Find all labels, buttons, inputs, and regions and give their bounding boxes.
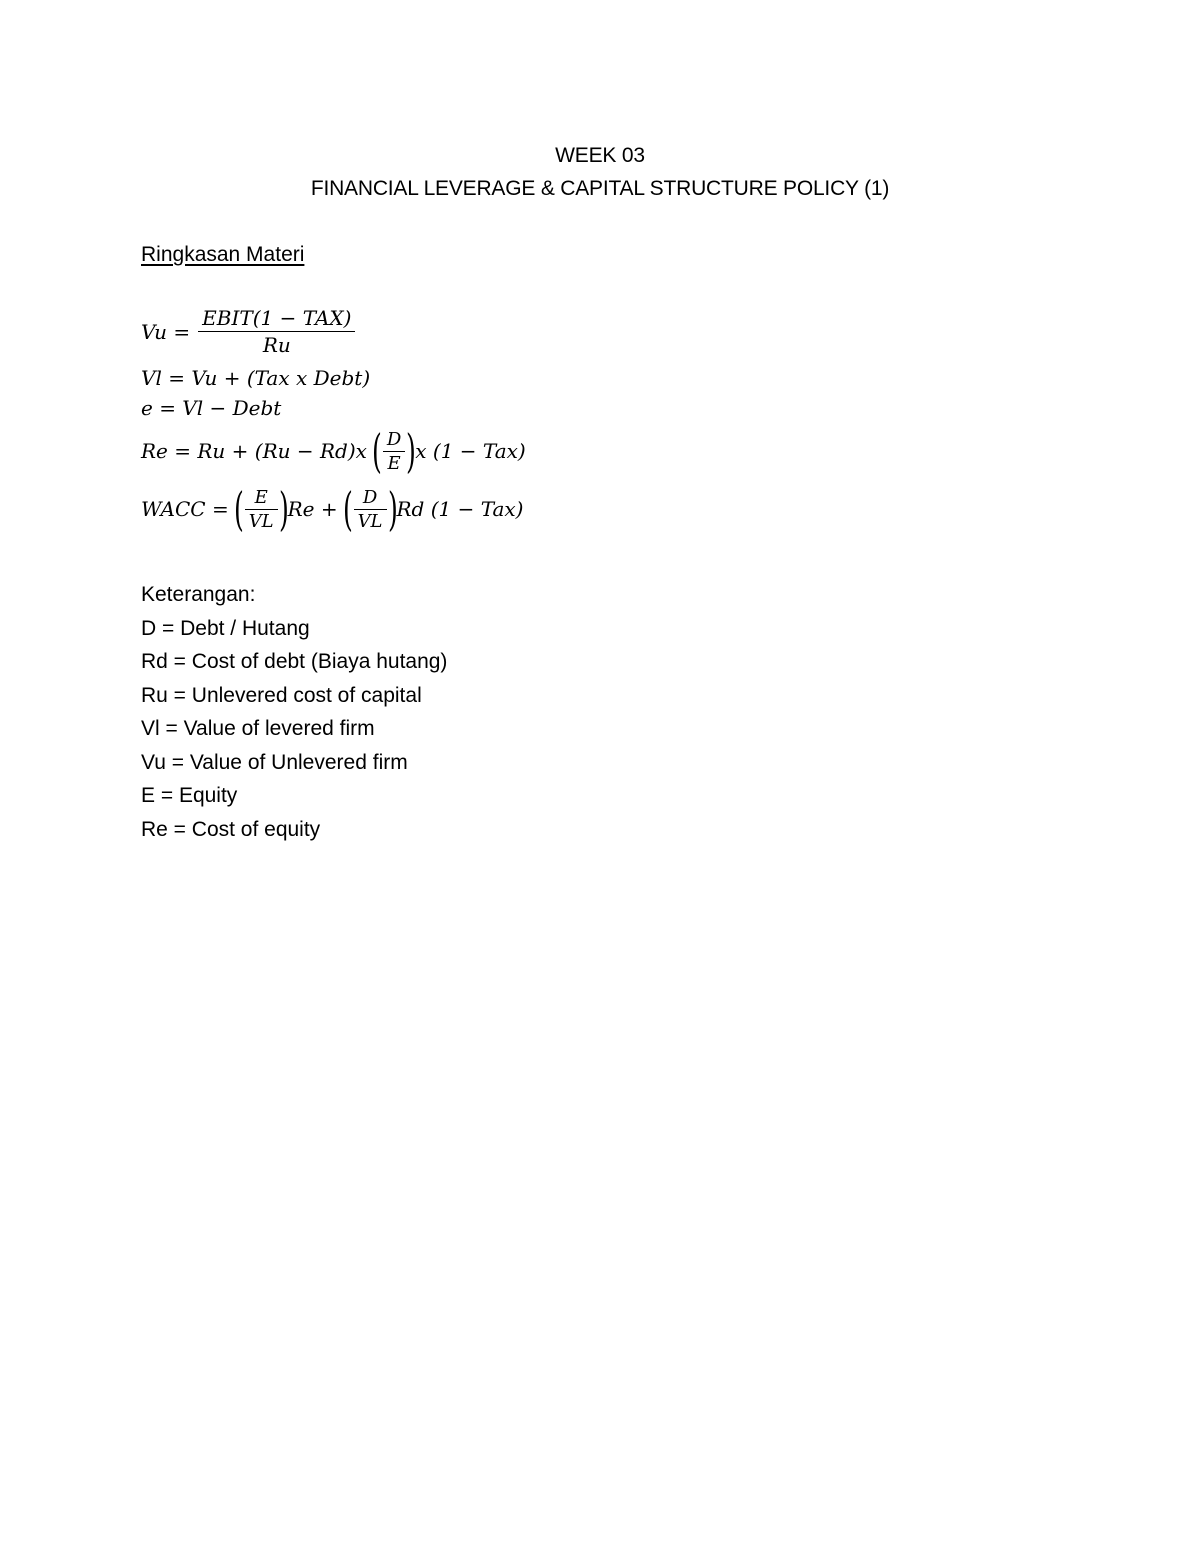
right-paren-symbol: ) [387, 482, 398, 536]
formula-wacc [141, 482, 524, 536]
formula-vu-fraction [198, 306, 355, 357]
notes-heading: Keterangan: [141, 583, 256, 606]
formula-vu-numerator: EBIT(1 − TAX) [202, 306, 352, 330]
formula-re-numerator: D [386, 428, 402, 450]
formula-re-denominator: E [387, 452, 401, 474]
week-heading: WEEK 03 [555, 144, 645, 167]
formula-wacc-rhs: Rd (1 − Tax) [396, 497, 524, 521]
formula-wacc-lhs: WACC = [141, 497, 229, 521]
section-title: Ringkasan Materi [141, 243, 305, 266]
formula-wacc-denominator-2: VL [357, 510, 383, 532]
left-paren-symbol: ( [233, 482, 244, 536]
formula-wacc-numerator-1: E [254, 486, 268, 508]
notes-block [141, 578, 447, 846]
right-paren-symbol: ) [278, 482, 289, 536]
formula-wacc-numerator-2: D [362, 486, 378, 508]
left-paren-symbol: ( [371, 424, 382, 478]
right-paren-symbol: ) [406, 424, 417, 478]
formula-wacc-mid: Re + [287, 497, 338, 521]
formula-re-lhs: Re = Ru + (Ru − Rd)x [141, 439, 367, 463]
formula-vu [141, 306, 357, 357]
formula-re [141, 424, 526, 478]
note-item: E = Equity [141, 784, 238, 807]
formula-re-rhs: x (1 − Tax) [415, 439, 526, 463]
note-item: Vl = Value of levered firm [141, 717, 375, 740]
note-item: Vu = Value of Unlevered firm [141, 750, 408, 774]
formula-vu-denominator: Ru [262, 333, 291, 357]
note-item: Ru = Unlevered cost of capital [141, 683, 422, 707]
formula-equity: e = Vl − Debt [141, 396, 282, 420]
note-item: D = Debt / Hutang [141, 616, 310, 640]
formula-wacc-fraction-debt [354, 487, 387, 532]
left-paren-symbol: ( [342, 482, 353, 536]
formula-re-fraction [383, 429, 405, 474]
note-item: Rd = Cost of debt (Biaya hutang) [141, 650, 448, 673]
formula-wacc-denominator-1: VL [248, 510, 274, 532]
note-item: Re = Cost of equity [141, 817, 321, 841]
topic-heading: FINANCIAL LEVERAGE & CAPITAL STRUCTURE POLICY (1) [310, 177, 890, 200]
formula-vl: Vl = Vu + (Tax x Debt) [141, 366, 371, 390]
formula-wacc-fraction-equity [245, 487, 278, 532]
formula-vu-lhs: Vu = [141, 319, 191, 344]
